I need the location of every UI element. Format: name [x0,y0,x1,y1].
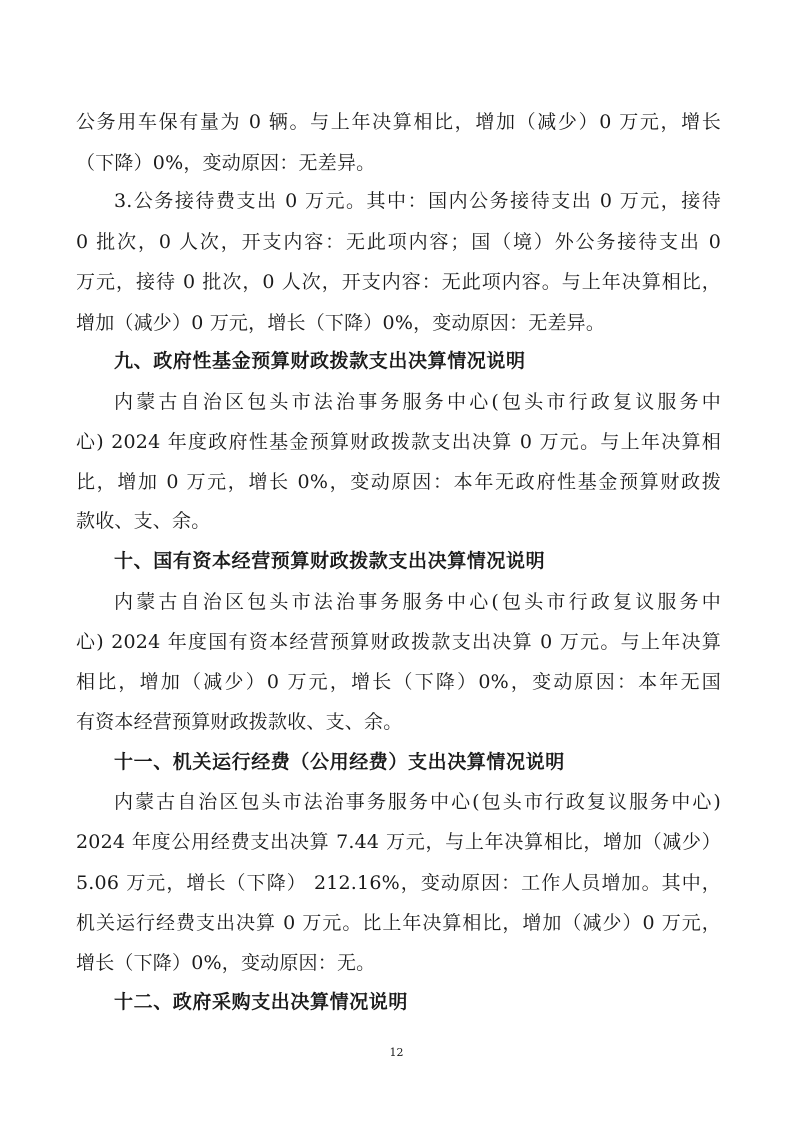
paragraph-line: 增加（减少）0 万元，增长（下降）0%，变动原因：无差异。 [76,312,606,334]
page-number: 12 [389,1046,404,1059]
paragraph-line: 3.公务接待费支出 0 万元。其中：国内公务接待支出 0 万元，接待 [114,190,721,212]
section-heading-11: 十一、机关运行经费（公用经费）支出决算情况说明 [114,751,565,773]
section-heading-12: 十二、政府采购支出决算情况说明 [114,991,409,1013]
paragraph-line: 机关运行经费支出决算 0 万元。比上年决算相比，增加（减少）0 万元， [76,912,721,934]
paragraph-line: 增长（下降）0%，变动原因：无。 [76,952,376,974]
section-heading-10: 十、国有资本经营预算财政拨款支出决算情况说明 [114,550,546,572]
paragraph-line: 有资本经营预算财政拨款收、支、余。 [76,711,403,733]
paragraph-line: 心) 2024 年度政府性基金预算财政拨款支出决算 0 万元。与上年决算相 [76,431,721,453]
paragraph-line: 2024 年度公用经费支出决算 7.44 万元，与上年决算相比，增加（减少） [76,831,721,853]
paragraph-line: 5.06 万元，增长（下降） 212.16%，变动原因：工作人员增加。其中， [76,872,721,894]
paragraph-line: 内蒙古自治区包头市法治事务服务中心(包头市行政复议服务中心) [114,791,721,813]
paragraph-line: 内蒙古自治区包头市法治事务服务中心(包头市行政复议服务中 [114,591,721,613]
section-heading-9: 九、政府性基金预算财政拨款支出决算情况说明 [114,350,526,372]
paragraph-line: 万元，接待 0 批次，0 人次，开支内容：无此项内容。与上年决算相比， [76,271,721,293]
paragraph-line: （下降）0%，变动原因：无差异。 [76,152,376,174]
paragraph-line: 相比，增加（减少）0 万元，增长（下降）0%，变动原因：本年无国 [76,671,721,693]
paragraph-line: 公务用车保有量为 0 辆。与上年决算相比，增加（减少）0 万元，增长 [76,111,721,133]
paragraph-line: 0 批次，0 人次，开支内容：无此项内容；国（境）外公务接待支出 0 [76,231,721,253]
paragraph-line: 心) 2024 年度国有资本经营预算财政拨款支出决算 0 万元。与上年决算 [76,631,721,653]
paragraph-line: 款收、支、余。 [76,510,211,532]
paragraph-line: 内蒙古自治区包头市法治事务服务中心(包头市行政复议服务中 [114,391,721,413]
paragraph-line: 比，增加 0 万元，增长 0%，变动原因：本年无政府性基金预算财政拨 [76,471,721,493]
